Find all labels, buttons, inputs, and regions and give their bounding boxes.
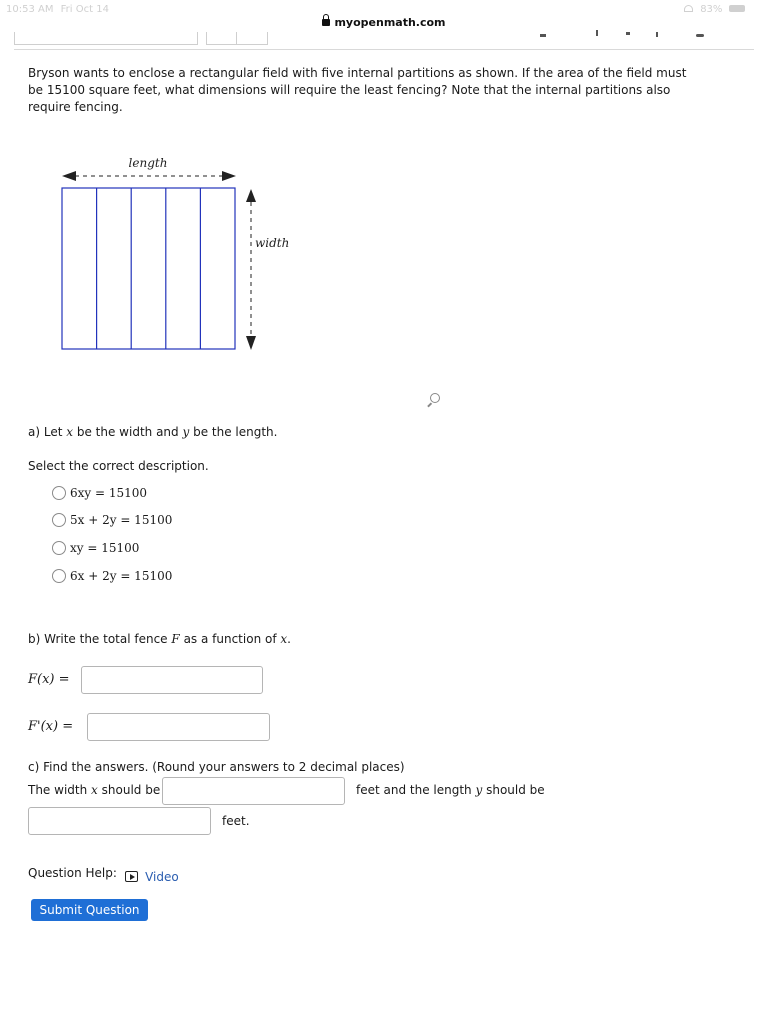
status-time: 10:53 AM Fri Oct 14 [6, 4, 109, 15]
video-link-label: Video [145, 870, 179, 884]
length-prompt: feet and the length y should be [356, 783, 545, 797]
problem-statement: Bryson wants to enclose a rectangular field with five internal partitions as shown. If the area of the field must be 15100 square feet, what dimensions will require the least fencing? Note that the internal partitions also require fencing. [28, 66, 687, 114]
part-c-instruction: c) Find the answers. (Round your answers to 2 decimal places) [28, 760, 405, 774]
toolbar-divider [236, 32, 237, 45]
fprime-label: F'(x) = [28, 719, 74, 734]
toolbar-mark [656, 32, 658, 37]
option-3-radio[interactable] [52, 541, 66, 555]
part-a-intro: a) Let x be the width and y be the length. [28, 425, 278, 439]
width-label: width [255, 236, 290, 250]
fprime-input[interactable] [87, 713, 270, 741]
width-arrow [246, 189, 256, 350]
url-text: myopenmath.com [334, 16, 446, 29]
status-battery: 83% [684, 4, 745, 15]
wifi-icon [684, 5, 693, 12]
option-2-radio[interactable] [52, 513, 66, 527]
option-1-label: 6xy = 15100 [70, 486, 148, 500]
length-arrow [62, 171, 236, 181]
length-label: length [128, 156, 168, 170]
option-3-label: xy = 15100 [70, 541, 140, 555]
play-icon [125, 871, 138, 882]
question-help-label: Question Help: [28, 866, 117, 880]
f-input[interactable] [81, 666, 263, 694]
width-prompt: The width x should be [28, 783, 161, 797]
toolbar-button-group[interactable] [206, 32, 268, 45]
toolbar-mark [696, 34, 704, 37]
divider [14, 49, 754, 50]
length-input[interactable] [28, 807, 211, 835]
submit-question-button[interactable]: Submit Question [31, 899, 148, 921]
toolbar-mark [626, 32, 630, 35]
feet-unit: feet. [222, 814, 250, 828]
fence-diagram [55, 150, 305, 360]
option-2-label: 5x + 2y = 15100 [70, 513, 173, 527]
part-b-intro: b) Write the total fence F as a function of x. [28, 632, 291, 646]
video-link[interactable] [125, 866, 179, 885]
battery-icon [729, 5, 745, 12]
toolbar-mark [596, 30, 598, 36]
width-input[interactable] [162, 777, 345, 805]
field-rectangle [62, 188, 235, 349]
search-icon[interactable] [430, 393, 440, 403]
lock-icon [322, 19, 330, 26]
toolbar-field[interactable] [14, 32, 198, 45]
toolbar-mark [540, 34, 546, 37]
address-bar[interactable] [0, 16, 768, 29]
part-a-prompt: Select the correct description. [28, 459, 209, 473]
option-1-radio[interactable] [52, 486, 66, 500]
f-label: F(x) = [28, 672, 70, 687]
option-4-label: 6x + 2y = 15100 [70, 569, 173, 583]
option-4-radio[interactable] [52, 569, 66, 583]
